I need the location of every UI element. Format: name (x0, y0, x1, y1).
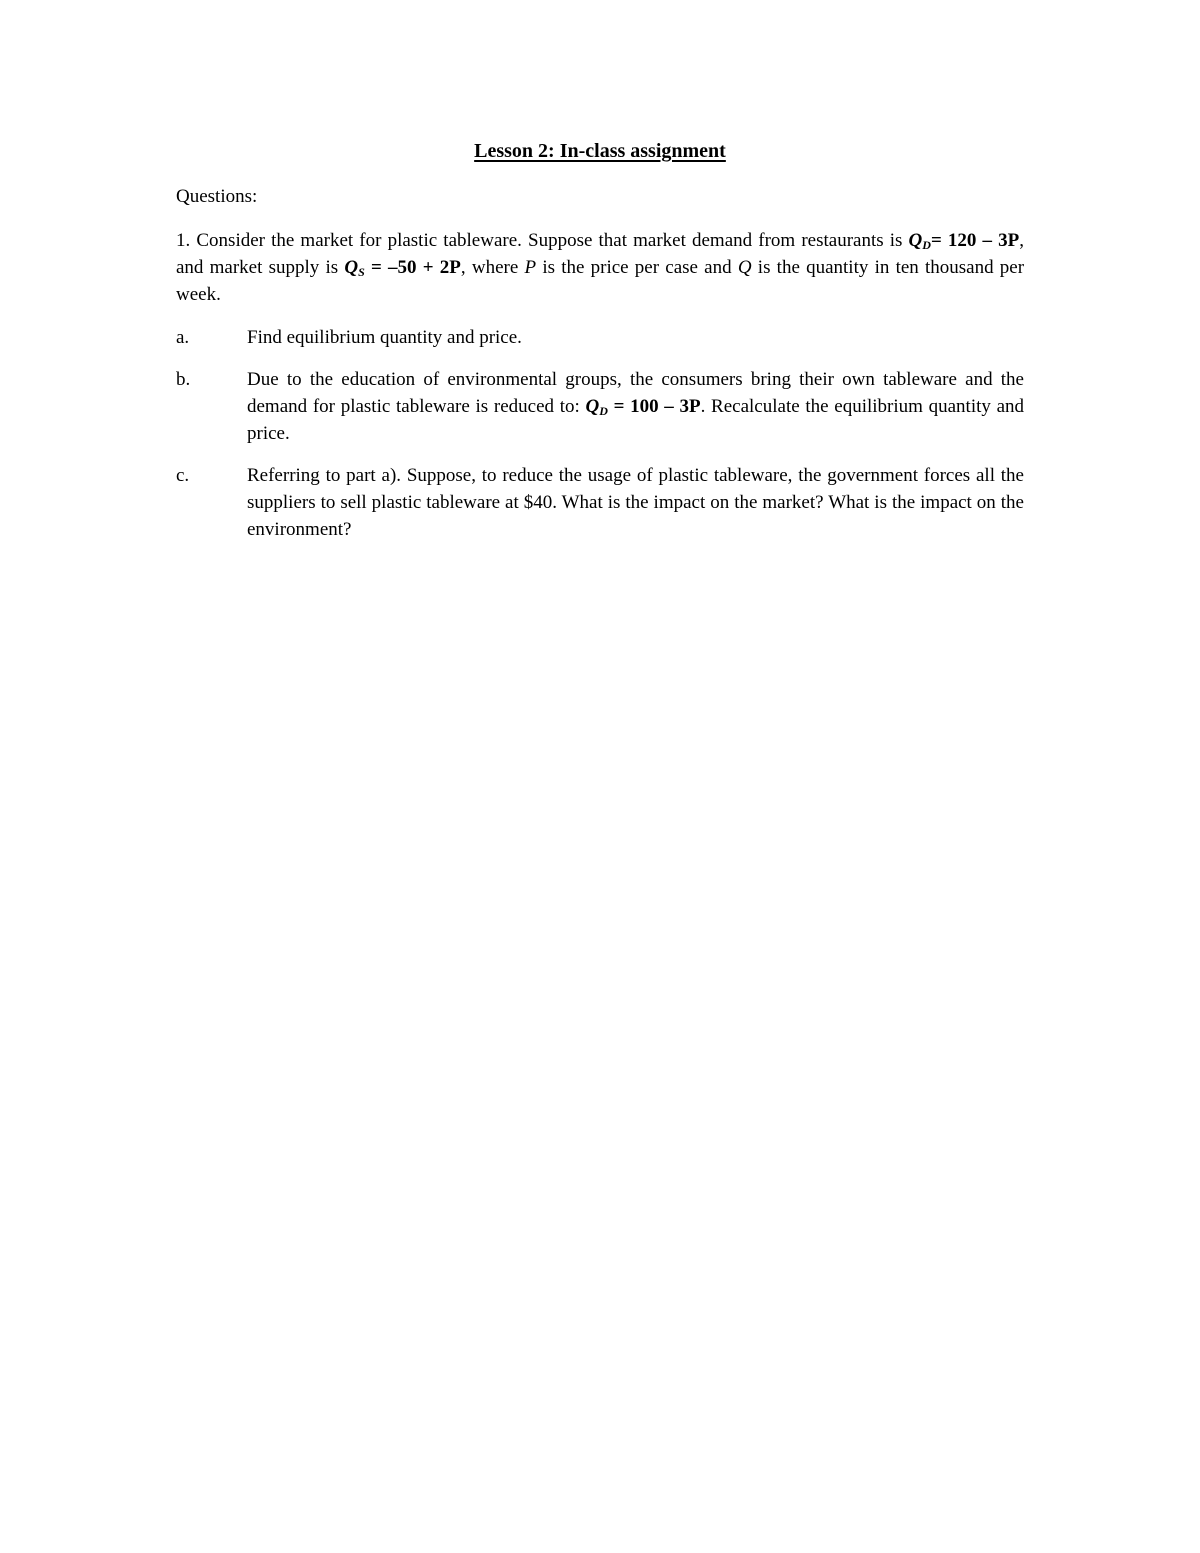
question-1-text-part1: Consider the market for plastic tableware. Suppose that market demand from restaurants is (196, 230, 903, 251)
qd-symbol: $Q_D$ (908, 230, 931, 252)
qs-symbol: $Q_S$ (344, 257, 365, 279)
question-1-text-part2: , and market supply is (176, 230, 1024, 278)
document-title (0, 140, 1200, 163)
question-1-number: 1. (176, 230, 191, 251)
item-b-qd-equation: = 100 – 3P (613, 396, 701, 417)
item-b-marker: b. (176, 369, 191, 390)
item-b-text-part2: . Recalculate the equilibrium quantity and price. (247, 396, 1025, 444)
title-text: Lesson 2: In-class assignment (474, 140, 726, 162)
p-symbol: P (524, 257, 537, 278)
item-b-qd-symbol: $Q_D$ (585, 396, 608, 418)
item-c-marker: c. (176, 465, 190, 486)
item-a-marker: a. (176, 327, 190, 348)
qs-equation: = –50 + 2P (371, 257, 461, 278)
question-1 (176, 227, 1024, 308)
q-symbol: Q (737, 257, 752, 278)
qd-equation: = 120 – 3P (930, 230, 1020, 251)
questions-label: Questions: (176, 186, 258, 207)
question-1-text-part4: is the price per case and (542, 257, 732, 278)
item-b-text-part1: Due to the education of environmental groups, the consumers bring their own tableware and the demand for plastic tableware is reduced to: (247, 369, 1024, 417)
item-b-text (247, 366, 1024, 447)
item-a-text: Find equilibrium quantity and price. (247, 327, 522, 348)
question-1-text-part5: is the quantity in ten thousand per week. (176, 257, 1025, 305)
question-1-text-part3: , where (460, 257, 519, 278)
item-c-text: Referring to part a). Suppose, to reduce the usage of plastic tableware, the government forces all the suppliers to sell plastic tableware at $40. What is the impact on the market? What is the impact on the environment? (247, 465, 1024, 540)
